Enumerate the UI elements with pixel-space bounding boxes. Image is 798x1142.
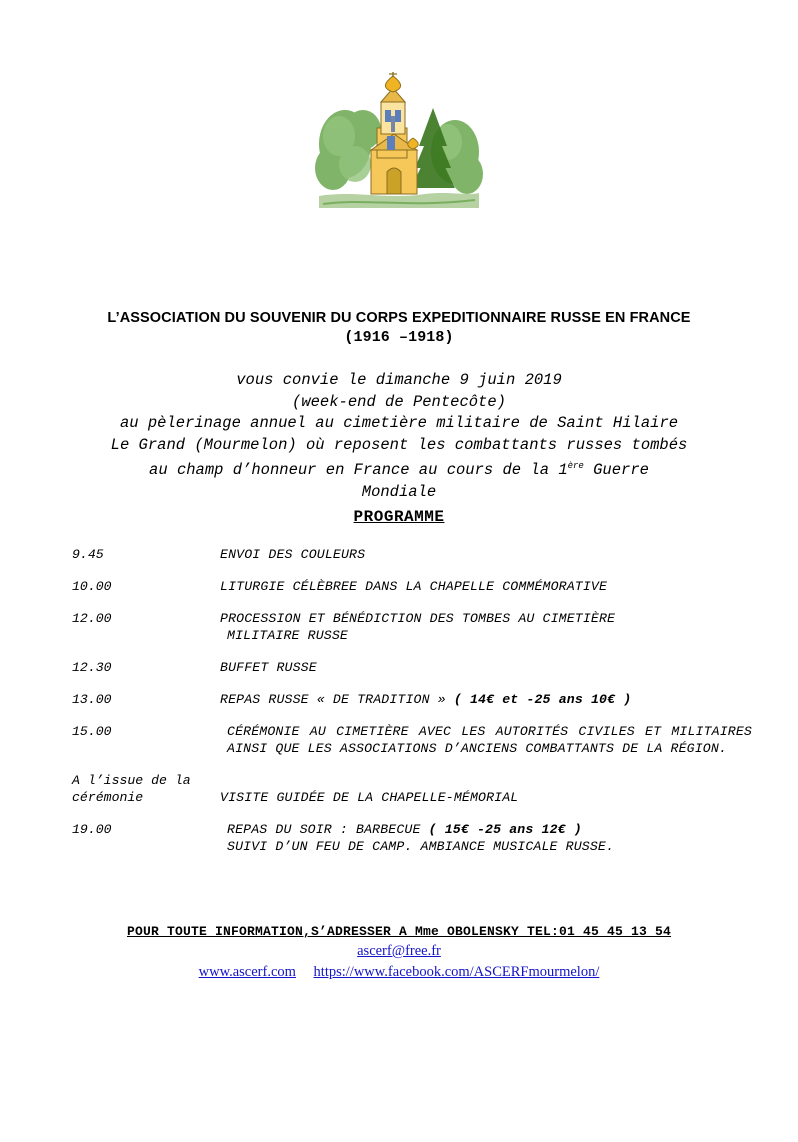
programme-description-cont: MILITAIRE RUSSE	[227, 628, 348, 643]
programme-time: 13.00	[72, 692, 112, 707]
programme-time: 9.45	[72, 547, 104, 562]
programme-time: 12.00	[72, 611, 112, 626]
page-title	[0, 308, 798, 348]
programme-description: LITURGIE CÉLÈBREE DANS LA CHAPELLE COMMÉMORATIVE	[220, 579, 608, 594]
programme-row	[72, 691, 752, 708]
programme-row	[72, 546, 752, 563]
intro-line-1: vous convie le dimanche 9 juin 2019	[236, 371, 562, 389]
programme-description: VISITE GUIDÉE DE LA CHAPELLE-MÉMORIAL	[220, 790, 519, 805]
facebook-link[interactable]: https://www.facebook.com/ASCERFmourmelon/	[313, 964, 600, 980]
programme-description	[220, 691, 752, 708]
programme-time: 10.00	[72, 579, 112, 594]
title-line-1: L’ASSOCIATION DU SOUVENIR DU CORPS EXPEDITIONNAIRE RUSSE EN FRANCE	[107, 310, 691, 326]
intro-line-5-a: au champ d’honneur en France au cours de la 1	[149, 461, 568, 480]
programme-description-main: PROCESSION ET BÉNÉDICTION DES TOMBES AU CIMETIÈRE	[220, 611, 616, 626]
programme-row	[72, 723, 752, 757]
programme-row	[72, 772, 752, 806]
programme-description	[220, 821, 752, 855]
programme-time-line-2: cérémonie	[72, 790, 144, 805]
programme-description-main	[220, 821, 752, 838]
intro-line-5-b: Guerre	[583, 461, 649, 480]
chapel-illustration-icon	[315, 72, 483, 222]
programme-description-cont: SUIVI D’UN FEU DE CAMP. AMBIANCE MUSICALE RUSSE.	[227, 839, 615, 854]
logo-container	[0, 72, 798, 227]
programme-time	[72, 772, 220, 806]
programme-description	[220, 610, 752, 644]
programme-row	[72, 821, 752, 855]
intro-line-6: Mondiale	[361, 482, 437, 501]
programme-time: 15.00	[72, 724, 112, 739]
programme-description-main: REPAS RUSSE « DE TRADITION »	[220, 692, 454, 707]
title-line-2: (1916 –1918)	[344, 329, 454, 346]
intro-line-4: Le Grand (Mourmelon) où reposent les combattants russes tombés	[110, 435, 688, 454]
footer-links	[0, 964, 798, 981]
programme-price: ( 15€ -25 ans 12€ )	[428, 822, 582, 837]
programme-heading: PROGRAMME	[353, 508, 445, 526]
website-link[interactable]: www.ascerf.com	[198, 964, 296, 980]
programme-price: ( 14€ et -25 ans 10€ )	[453, 692, 632, 707]
intro-ordinal-suffix: ère	[567, 461, 584, 471]
intro-line-2: (week-end de Pentecôte)	[292, 392, 506, 411]
intro-line-5	[72, 456, 726, 482]
programme-time: 19.00	[72, 822, 112, 837]
programme-row	[72, 578, 752, 595]
programme-list	[72, 546, 752, 870]
intro-line-3: au pèlerinage annuel au cimetière militaire de Saint Hilaire	[119, 414, 679, 432]
programme-description-text: REPAS DU SOIR : BARBECUE	[227, 822, 429, 837]
programme-row	[72, 659, 752, 676]
programme-time: 12.30	[72, 660, 112, 675]
programme-row	[72, 610, 752, 644]
footer	[0, 924, 798, 981]
contact-info: POUR TOUTE INFORMATION,S’ADRESSER A Mme OBOLENSKY TEL:01 45 45 13 54	[126, 924, 672, 939]
programme-description: CÉRÉMONIE AU CIMETIÈRE AVEC LES AUTORITÉS CIVILES ET MILITAIRES AINSI QUE LES ASSOCIATIONS D’ANCIENS COMBATTANTS DE LA RÉGION.	[227, 724, 752, 756]
email-link[interactable]: ascerf@free.fr	[357, 943, 441, 959]
programme-description: BUFFET RUSSE	[220, 660, 317, 675]
programme-time-line-1: A l’issue de la	[72, 773, 191, 788]
intro-paragraph	[72, 370, 726, 503]
programme-description: ENVOI DES COULEURS	[220, 547, 366, 562]
